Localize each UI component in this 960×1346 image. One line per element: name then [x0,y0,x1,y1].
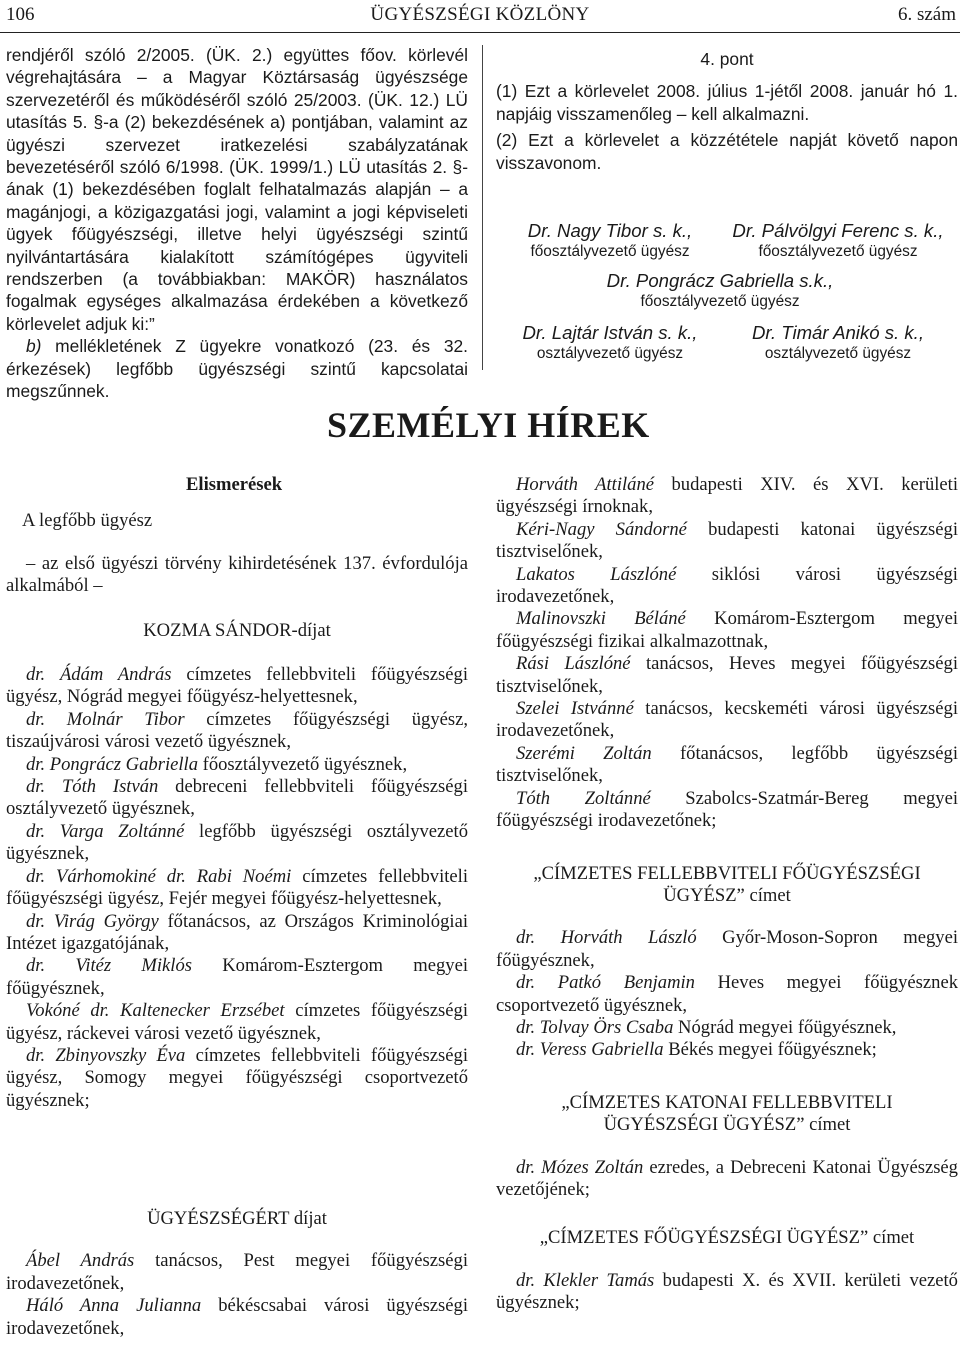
awards-heading: Elismerések [186,474,283,495]
list-item: Vokóné dr. Kaltenecker Erzsébet címzetes főügyészségi ügyész, ráckevei városi vezető ügyésznek, [6,1000,468,1044]
list-item: dr. Horváth László Győr-Moson-Sopron megyei főügyésznek, [496,927,958,971]
award-title-kozma: KOZMA SÁNDOR-díjat [143,619,331,641]
header-rule [0,32,960,33]
list-item: dr. Tolvay Örs Csaba Nógrád megyei főügyésznek, [516,1016,897,1038]
page-header [0,2,960,32]
awarding-authority: A legfőbb ügyész [22,510,153,532]
list-item: Horváth Attiláné budapesti XIV. és XVI. kerületi ügyészségi írnoknak, [496,474,958,518]
page-number: 106 [6,4,35,25]
award-occasion: – az első ügyészi törvény kihirdetésének 137. évfordulója alkalmából – [6,552,468,597]
kozma-recipients [6,664,468,1112]
list-item: dr. Patkó Benjamin Heves megyei főügyésznek csoportvezető ügyésznek, [496,972,958,1016]
list-item: dr. Molnár Tibor címzetes főügyészségi ügyész, tiszaújvárosi városi vezető ügyésznek, [6,708,469,753]
awards-right-column [496,474,958,1315]
list-item: dr. Várhomokiné dr. Rabi Noémi címzetes fellebbviteli főügyészségi ügyész, Fejér megyei főügyész-helyettesnek, [6,865,468,910]
journal-title: ÜGYÉSZSÉGI KÖZLÖNY [370,4,590,25]
list-item: Háló Anna Julianna békéscsabai városi ügyészségi irodavezetőnek, [6,1295,469,1339]
section-title: SZEMÉLYI HÍREK [327,405,650,445]
point-text: mellékletének Z ügyekre vonatkozó (23. és 32. érkezések) legfőbb ügyészségi szintű kapcsolatai megszűnnek. [6,336,468,402]
title-fellebbviteli: „CÍMZETES FELLEBBVITELI FŐÜGYÉSZSÉGI ÜGYÉSZ” címet [533,862,921,906]
list-item: Szelei Istvánné tanácsos, kecskeméti városi ügyészségi irodavezetőnek, [496,698,958,742]
signer-rank: főosztályvezető ügyész [640,293,800,310]
point-label: b) [26,336,42,357]
signer-name: Dr. Lajtár István s. k., [522,322,698,343]
title-katonai: „CÍMZETES KATONAI FELLEBBVITELI ÜGYÉSZSÉGI ÜGYÉSZ” címet [561,1091,893,1136]
section-point: 4. pont [700,49,754,69]
signature-2 [718,220,958,262]
list-item: dr. Pongrácz Gabriella főosztályvezető ügyésznek, [26,753,408,775]
signer-name: Dr. Timár Anikó s. k., [751,322,925,343]
list-item: Malinovszki Béláné Komárom-Esztergom megyei főügyészségi fizikai alkalmazottnak, [496,608,958,652]
list-item: dr. Varga Zoltánné legfőbb ügyészségi osztályvezető ügyésznek, [6,820,469,865]
ugyeszsegert-block [6,1208,468,1340]
signer-name: Dr. Pálvölgyi Ferenc s. k., [732,220,944,241]
signature-4 [490,322,730,364]
effect-paragraph-2: (2) Ezt a körlevelet a közzététele napját követő napon visszavonom. [496,130,958,173]
signer-rank: főosztályvezető ügyész [530,243,690,260]
list-item: Tóth Zoltánné Szabolcs-Szatmár-Bereg megyei főügyészségi irodavezetőnek; [496,787,958,832]
signer-name: Dr. Pongrácz Gabriella s.k., [606,270,834,291]
list-item: dr. Veress Gabriella Békés megyei főügyésznek; [516,1039,877,1061]
awards-left-column [6,474,468,1112]
signer-rank: osztályvezető ügyész [536,345,684,362]
top-right-column [496,48,958,174]
decree-point-b [6,335,468,402]
issue-number: 6. szám [897,4,956,25]
column-divider [482,45,483,370]
list-item: Rási Lászlóné tanácsos, Heves megyei főügyészségi tisztviselőnek, [496,653,958,697]
signature-1 [490,220,730,262]
list-item: Szerémi Zoltán főtanácsos, legfőbb ügyészségi tisztviselőnek, [496,742,958,787]
signature-5 [718,322,958,364]
list-item: dr. Tóth István debreceni fellebbviteli főügyészségi osztályvezető ügyésznek, [6,776,468,820]
list-item: Lakatos Lászlóné siklósi városi ügyészségi irodavezetőnek, [496,563,958,608]
list-item: dr. Klekler Tamás budapesti X. és XVII. kerületi vezető ügyésznek; [496,1269,958,1314]
top-left-column [6,44,468,403]
signer-rank: főosztályvezető ügyész [758,243,918,260]
list-item: dr. Ádám András címzetes fellebbviteli főügyészségi ügyész, Nógrád megyei főügyész-helyettesnek, [6,664,468,708]
signature-3 [600,270,840,312]
decree-paragraph: rendjéről szóló 2/2005. (ÜK. 2.) együttes főov. körlevél végrehajtására – a Magyar Köztársaság ügyészsége szervezetéről és működéséről szóló 25/2003. (ÜK. 12.) LÜ utasítás 5. §-a (2) bekezdésének a) pontjában, valamint az ügyészi szervezet iratkezelési szabályzatának bevezetéséről szóló 6/1998. (ÜK. 1999/1.) LÜ utasítás 2. §-ának (1) bekezdésében foglalt felhatalmazás alapján – a magánjogi, a közigazgatási jogi, valamint a jogi képviseleti ügyek főügyészségi, illetve helyi ügyészségi szintű nyilvántartására kialakított számítógépes ügyviteli rendszerben (a továbbiakban: MAKÖR) használatos fogalmak egységes alkalmazása érdekében a következő körlevelet adjuk ki:” [6,45,468,334]
signer-rank: osztályvezető ügyész [764,345,912,362]
list-item: dr. Zbinyovszky Éva címzetes fellebbviteli főügyészségi ügyész, Somogy megyei főügyészségi csoportvezető ügyésznek; [6,1044,468,1111]
list-item: dr. Mózes Zoltán ezredes, a Debreceni Katonai Ügyészség vezetőjének; [496,1156,958,1200]
title-fougyeszsegi: „CÍMZETES FŐÜGYÉSZSÉGI ÜGYÉSZ” címet [539,1227,915,1249]
signer-name: Dr. Nagy Tibor s. k., [527,220,693,241]
list-item: dr. Virág György főtanácsos, az Országos Kriminológiai Intézet igazgatójának, [6,910,468,954]
list-item: Kéri-Nagy Sándorné budapesti katonai ügyészségi tisztviselőnek, [496,518,958,563]
list-item: dr. Vitéz Miklós Komárom-Esztergom megyei főügyésznek, [6,955,468,999]
list-item: Ábel András tanácsos, Pest megyei főügyészségi irodavezetőnek, [6,1250,468,1294]
effect-paragraph-1: (1) Ezt a körlevelet 2008. július 1-jétől 2008. január hó 1. napjáig visszamenőleg – kell alkalmazni. [496,81,958,124]
award-title-ugyeszsegert: ÜGYÉSZSÉGÉRT díjat [147,1208,327,1229]
